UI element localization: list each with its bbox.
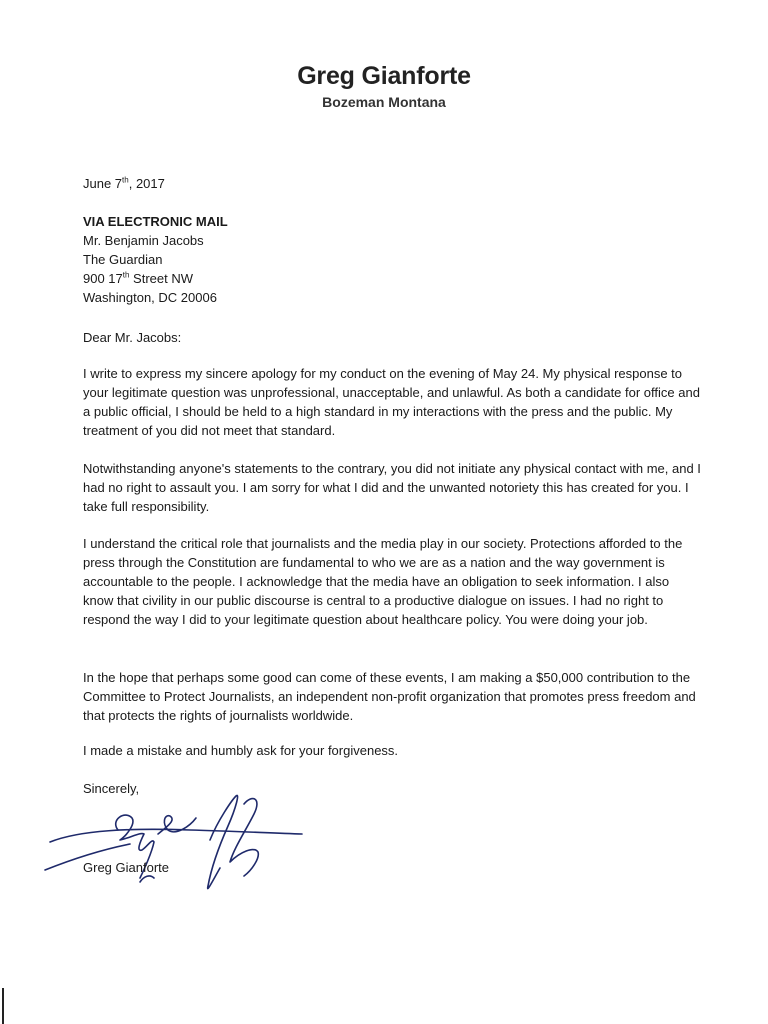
paragraph-apology: I write to express my sincere apology for my conduct on the evening of May 24. My physical response to your legitimate question was unprofessional, unacceptable, and unlawful. As both a candidate for office and a public official, I should be held to a high standard in my interactions with the press and the public. My treatment of you did not meet that standard. xyxy=(83,366,700,438)
closing: Sincerely, xyxy=(83,781,140,796)
signer-name: Greg Gianforte xyxy=(83,860,169,875)
date-month-day: June 7 xyxy=(83,176,123,191)
date-suffix: th xyxy=(122,175,129,185)
delivery-method: VIA ELECTRONIC MAIL xyxy=(83,214,228,229)
letterhead-name: Greg Gianforte xyxy=(297,62,471,90)
paragraph-press-role: I understand the critical role that journalists and the media play in our society. Protections afforded to the press through the Constitution are fundamental to who we are as a nation and the way government is accountable to the people. I acknowledge that the media have an obligation to seek information. I also know that civility in our public discourse is central to a productive dialogue on issues. I had no right to respond the way I did to your legitimate question about healthcare policy. You were doing your job. xyxy=(83,536,683,627)
letter-date xyxy=(83,174,703,193)
recipient-street xyxy=(83,269,703,288)
street-suffix: th xyxy=(122,270,130,280)
recipient-city: Washington, DC 20006 xyxy=(83,290,217,305)
paragraph-contribution: In the hope that perhaps some good can come of these events, I am making a $50,000 contribution to the Committee to Protect Journalists, an independent non-profit organization that promotes press freedom and that protects the rights of journalists worldwide. xyxy=(83,670,696,723)
street-number: 900 17 xyxy=(83,271,123,286)
salutation: Dear Mr. Jacobs: xyxy=(83,330,182,345)
letterhead xyxy=(0,60,768,112)
street-rest: Street NW xyxy=(129,271,194,286)
paragraph-forgiveness: I made a mistake and humbly ask for your forgiveness. xyxy=(83,743,399,758)
letterhead-city: Bozeman Montana xyxy=(322,94,446,110)
paragraph-responsibility: Notwithstanding anyone's statements to the contrary, you did not initiate any physical contact with me, and I had no right to assault you. I am sorry for what I did and the unwanted notoriety this has created for you. I take full responsibility. xyxy=(83,461,701,514)
signature-icon xyxy=(40,790,310,910)
date-year: , 2017 xyxy=(128,176,165,191)
recipient-organization: The Guardian xyxy=(83,252,163,267)
scan-edge-mark xyxy=(2,988,4,1024)
recipient-address-block xyxy=(83,212,703,307)
recipient-name: Mr. Benjamin Jacobs xyxy=(83,233,204,248)
